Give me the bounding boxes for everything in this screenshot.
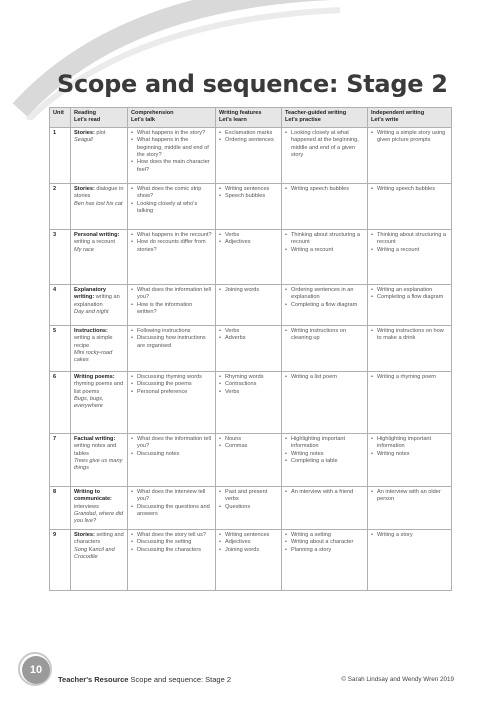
bullet-list bbox=[285, 232, 364, 254]
teacher-guided-cell bbox=[282, 229, 368, 284]
reading-text-title: Trees give us many things bbox=[74, 457, 123, 472]
list-item: • Verbs bbox=[219, 328, 278, 335]
teacher-guided-cell bbox=[282, 325, 368, 371]
teacher-guided-cell bbox=[282, 371, 368, 433]
list-item: • Verbs bbox=[219, 232, 278, 239]
list-item: • Completing a flow diagram bbox=[371, 294, 448, 301]
list-item: • Discussing the questions and answers bbox=[131, 504, 212, 519]
bullet-list bbox=[371, 328, 448, 343]
footer-resource-bold: Teacher's Resource bbox=[58, 675, 129, 684]
bullet-list bbox=[371, 436, 448, 458]
bullet-list bbox=[131, 130, 212, 174]
bullet-list bbox=[131, 328, 212, 350]
list-item: • What happens in the recount? bbox=[131, 232, 212, 239]
reading-focus: rhyming poems and list poems bbox=[74, 381, 124, 395]
writing-features-cell bbox=[216, 486, 282, 529]
list-item: • Writing a recount bbox=[371, 247, 448, 254]
list-item: • Adjectives bbox=[219, 539, 278, 546]
header-comprehension: Comprehension Let's talk bbox=[128, 108, 216, 128]
reading-text-title: Mini rocky-road cakes bbox=[74, 349, 113, 364]
reading-focus: writing a simple recipe bbox=[74, 335, 113, 349]
list-item: • What does the comic strip show? bbox=[131, 186, 212, 201]
bullet-list bbox=[371, 130, 448, 145]
teacher-guided-cell bbox=[282, 529, 368, 590]
list-item: • Highlighting important information bbox=[285, 436, 364, 451]
list-item: • How does the main character feel? bbox=[131, 159, 212, 174]
table-row bbox=[50, 229, 452, 284]
reading-genre: Explanatory writing: bbox=[74, 286, 107, 301]
writing-features-cell bbox=[216, 433, 282, 486]
list-item: • Writing a story bbox=[371, 532, 448, 539]
list-item: • Writing sentences bbox=[219, 186, 278, 193]
list-item: • What does the information tell you? bbox=[131, 436, 212, 451]
unit-number: 8 bbox=[50, 486, 71, 529]
list-item: • Thinking about structuring a recount bbox=[371, 232, 448, 247]
independent-writing-cell bbox=[368, 284, 452, 325]
list-item: • Writing a list poem bbox=[285, 374, 364, 381]
reading-genre: Writing poems: bbox=[74, 373, 115, 380]
bullet-list bbox=[371, 532, 448, 539]
comprehension-cell bbox=[128, 433, 216, 486]
list-item: • Discussing notes bbox=[131, 451, 212, 458]
reading-focus: plot bbox=[94, 129, 106, 136]
list-item: • Joining words bbox=[219, 287, 278, 294]
list-item: • Discussing how instructions are organised bbox=[131, 335, 212, 350]
list-item: • What happens in the story? bbox=[131, 130, 212, 137]
footer-copyright: © Sarah Lindsay and Wendy Wren 2019 bbox=[341, 676, 454, 683]
reading-focus: writing an explanation bbox=[74, 294, 120, 308]
list-item: • Highlighting important information bbox=[371, 436, 448, 451]
header-independent: Independent writing Let's write bbox=[368, 108, 452, 128]
list-item: • How is the information written? bbox=[131, 302, 212, 317]
writing-features-cell bbox=[216, 183, 282, 229]
bullet-list bbox=[219, 532, 278, 554]
header-unit: Unit bbox=[50, 108, 71, 128]
reading-cell bbox=[71, 433, 128, 486]
teacher-guided-cell bbox=[282, 433, 368, 486]
list-item: • Discussing rhyming words bbox=[131, 374, 212, 381]
table-row bbox=[50, 433, 452, 486]
bullet-list bbox=[371, 186, 448, 193]
list-item: • Writing about a character bbox=[285, 539, 364, 546]
table-row bbox=[50, 183, 452, 229]
list-item: • Commas bbox=[219, 443, 278, 450]
reading-genre: Stories: bbox=[74, 129, 95, 136]
independent-writing-cell bbox=[368, 229, 452, 284]
list-item: • Speech bubbles bbox=[219, 193, 278, 200]
list-item: • Thinking about structuring a recount bbox=[285, 232, 364, 247]
independent-writing-cell bbox=[368, 529, 452, 590]
page-number: 10 bbox=[22, 656, 50, 684]
table-row bbox=[50, 325, 452, 371]
list-item: • An interview with an older person bbox=[371, 489, 448, 504]
comprehension-cell bbox=[128, 284, 216, 325]
list-item: • Writing speech bubbles bbox=[371, 186, 448, 193]
writing-features-cell bbox=[216, 371, 282, 433]
list-item: • Writing a simple story using given picture prompts bbox=[371, 130, 448, 145]
bullet-list bbox=[285, 532, 364, 554]
reading-genre: Personal writing: bbox=[74, 231, 120, 238]
list-item: • Past and present verbs bbox=[219, 489, 278, 504]
footer-resource-rest: Scope and sequence: Stage 2 bbox=[128, 675, 232, 684]
list-item: • Questions bbox=[219, 504, 278, 511]
decorative-arc-graphic bbox=[0, 0, 500, 120]
list-item: • Planning a story bbox=[285, 547, 364, 554]
reading-cell bbox=[71, 127, 128, 183]
bullet-list bbox=[219, 130, 278, 145]
list-item: • How do recounts differ from stories? bbox=[131, 239, 212, 254]
list-item: • An interview with a friend bbox=[285, 489, 364, 496]
list-item: • Following instructions bbox=[131, 328, 212, 335]
writing-features-cell bbox=[216, 284, 282, 325]
bullet-list bbox=[131, 532, 212, 554]
bullet-list bbox=[371, 374, 448, 381]
unit-number: 1 bbox=[50, 127, 71, 183]
footer-resource-title bbox=[58, 675, 231, 684]
header-reading: Reading Let's read bbox=[71, 108, 128, 128]
bullet-list bbox=[131, 489, 212, 519]
reading-cell bbox=[71, 284, 128, 325]
comprehension-cell bbox=[128, 486, 216, 529]
reading-genre: Instructions: bbox=[74, 327, 108, 334]
bullet-list bbox=[219, 232, 278, 247]
reading-cell bbox=[71, 529, 128, 590]
reading-cell bbox=[71, 229, 128, 284]
bullet-list bbox=[285, 489, 364, 496]
unit-number: 3 bbox=[50, 229, 71, 284]
reading-focus: interviews bbox=[74, 503, 99, 510]
list-item: • Ordering sentences bbox=[219, 137, 278, 144]
independent-writing-cell bbox=[368, 183, 452, 229]
comprehension-cell bbox=[128, 529, 216, 590]
reading-focus: writing a recount bbox=[74, 239, 116, 246]
list-item: • Completing a flow diagram bbox=[285, 302, 364, 309]
reading-cell bbox=[71, 325, 128, 371]
list-item: • Completing a table bbox=[285, 458, 364, 465]
list-item: • Personal preference bbox=[131, 389, 212, 396]
bullet-list bbox=[131, 232, 212, 254]
list-item: • Writing a recount bbox=[285, 247, 364, 254]
reading-genre: Stories: bbox=[74, 531, 95, 538]
list-item: • Writing instructions on cleaning up bbox=[285, 328, 364, 343]
list-item: • Rhyming words bbox=[219, 374, 278, 381]
table-header-row bbox=[50, 108, 452, 128]
list-item: • Writing notes bbox=[371, 451, 448, 458]
list-item: • Ordering sentences in an explanation bbox=[285, 287, 364, 302]
writing-features-cell bbox=[216, 325, 282, 371]
teacher-guided-cell bbox=[282, 127, 368, 183]
unit-number: 5 bbox=[50, 325, 71, 371]
reading-genre: Writing to communicate: bbox=[74, 488, 112, 503]
bullet-list bbox=[371, 287, 448, 302]
bullet-list bbox=[371, 489, 448, 504]
reading-focus: setting and characters bbox=[74, 531, 124, 546]
reading-cell bbox=[71, 486, 128, 529]
scope-table bbox=[49, 107, 452, 591]
list-item: • Looking closely at who's talking bbox=[131, 201, 212, 216]
table-row bbox=[50, 486, 452, 529]
list-item: • What does the story tell us? bbox=[131, 532, 212, 539]
list-item: • Discussing the characters bbox=[131, 547, 212, 554]
bullet-list bbox=[285, 374, 364, 381]
unit-number: 4 bbox=[50, 284, 71, 325]
reading-text-title: Day and night bbox=[74, 308, 109, 315]
list-item: • What happens in the beginning, middle and end of the story? bbox=[131, 137, 212, 159]
comprehension-cell bbox=[128, 229, 216, 284]
unit-number: 2 bbox=[50, 183, 71, 229]
bullet-list bbox=[131, 436, 212, 458]
table-row bbox=[50, 371, 452, 433]
teacher-guided-cell bbox=[282, 284, 368, 325]
reading-focus: writing notes and tables bbox=[74, 443, 117, 457]
list-item: • Writing an explanation bbox=[371, 287, 448, 294]
list-item: • Writing sentences bbox=[219, 532, 278, 539]
list-item: • Writing notes bbox=[285, 451, 364, 458]
list-item: • Writing a rhyming poem bbox=[371, 374, 448, 381]
bullet-list bbox=[219, 186, 278, 201]
list-item: • Writing instructions on how to make a drink bbox=[371, 328, 448, 343]
list-item: • Discussing the setting bbox=[131, 539, 212, 546]
reading-focus: dialogue in stories bbox=[74, 185, 124, 200]
list-item: • Adverbs bbox=[219, 335, 278, 342]
independent-writing-cell bbox=[368, 325, 452, 371]
comprehension-cell bbox=[128, 371, 216, 433]
header-writing-features: Writing features Let's learn bbox=[216, 108, 282, 128]
unit-number: 6 bbox=[50, 371, 71, 433]
comprehension-cell bbox=[128, 183, 216, 229]
teacher-guided-cell bbox=[282, 486, 368, 529]
list-item: • Discussing the poems bbox=[131, 381, 212, 388]
list-item: • Writing a setting bbox=[285, 532, 364, 539]
unit-number: 7 bbox=[50, 433, 71, 486]
list-item: • What does the interview tell you? bbox=[131, 489, 212, 504]
reading-cell bbox=[71, 183, 128, 229]
independent-writing-cell bbox=[368, 433, 452, 486]
bullet-list bbox=[285, 287, 364, 309]
independent-writing-cell bbox=[368, 486, 452, 529]
bullet-list bbox=[285, 130, 364, 160]
reading-cell bbox=[71, 371, 128, 433]
list-item: • Writing speech bubbles bbox=[285, 186, 364, 193]
bullet-list bbox=[285, 186, 364, 193]
table-row bbox=[50, 127, 452, 183]
list-item: • Looking closely at what happened at the beginning, middle and end of a given story bbox=[285, 130, 364, 160]
bullet-list bbox=[131, 374, 212, 396]
bullet-list bbox=[285, 328, 364, 343]
bullet-list bbox=[371, 232, 448, 254]
writing-features-cell bbox=[216, 229, 282, 284]
writing-features-cell bbox=[216, 529, 282, 590]
writing-features-cell bbox=[216, 127, 282, 183]
header-teacher-guided: Teacher-guided writing Let's practise bbox=[282, 108, 368, 128]
list-item: • Exclamation marks bbox=[219, 130, 278, 137]
bullet-list bbox=[131, 287, 212, 317]
comprehension-cell bbox=[128, 127, 216, 183]
list-item: • Adjectives bbox=[219, 239, 278, 246]
reading-text-title: Song Kancil and Crocodile bbox=[74, 546, 115, 560]
reading-genre: Factual writing: bbox=[74, 435, 116, 442]
reading-genre: Stories: bbox=[74, 185, 95, 192]
list-item: • What does the information tell you? bbox=[131, 287, 212, 302]
bullet-list bbox=[219, 436, 278, 451]
table-row bbox=[50, 284, 452, 325]
bullet-list bbox=[131, 186, 212, 216]
comprehension-cell bbox=[128, 325, 216, 371]
reading-text-title: My race bbox=[74, 246, 94, 253]
list-item: • Contractions bbox=[219, 381, 278, 388]
table-row bbox=[50, 529, 452, 590]
page-title: Scope and sequence: Stage 2 bbox=[57, 70, 448, 98]
reading-text-title: Grandad, where did you live? bbox=[74, 510, 124, 525]
bullet-list bbox=[219, 287, 278, 294]
reading-text-title: Seagull bbox=[74, 137, 93, 144]
bullet-list bbox=[219, 328, 278, 343]
reading-text-title: Ben has lost his cat bbox=[74, 200, 123, 207]
independent-writing-cell bbox=[368, 127, 452, 183]
bullet-list bbox=[285, 436, 364, 466]
independent-writing-cell bbox=[368, 371, 452, 433]
list-item: • Joining words bbox=[219, 547, 278, 554]
teacher-guided-cell bbox=[282, 183, 368, 229]
reading-text-title: Bugs, bugs, everywhere bbox=[74, 395, 104, 410]
list-item: • Nouns bbox=[219, 436, 278, 443]
list-item: • Verbs bbox=[219, 389, 278, 396]
bullet-list bbox=[219, 489, 278, 511]
unit-number: 9 bbox=[50, 529, 71, 590]
bullet-list bbox=[219, 374, 278, 396]
